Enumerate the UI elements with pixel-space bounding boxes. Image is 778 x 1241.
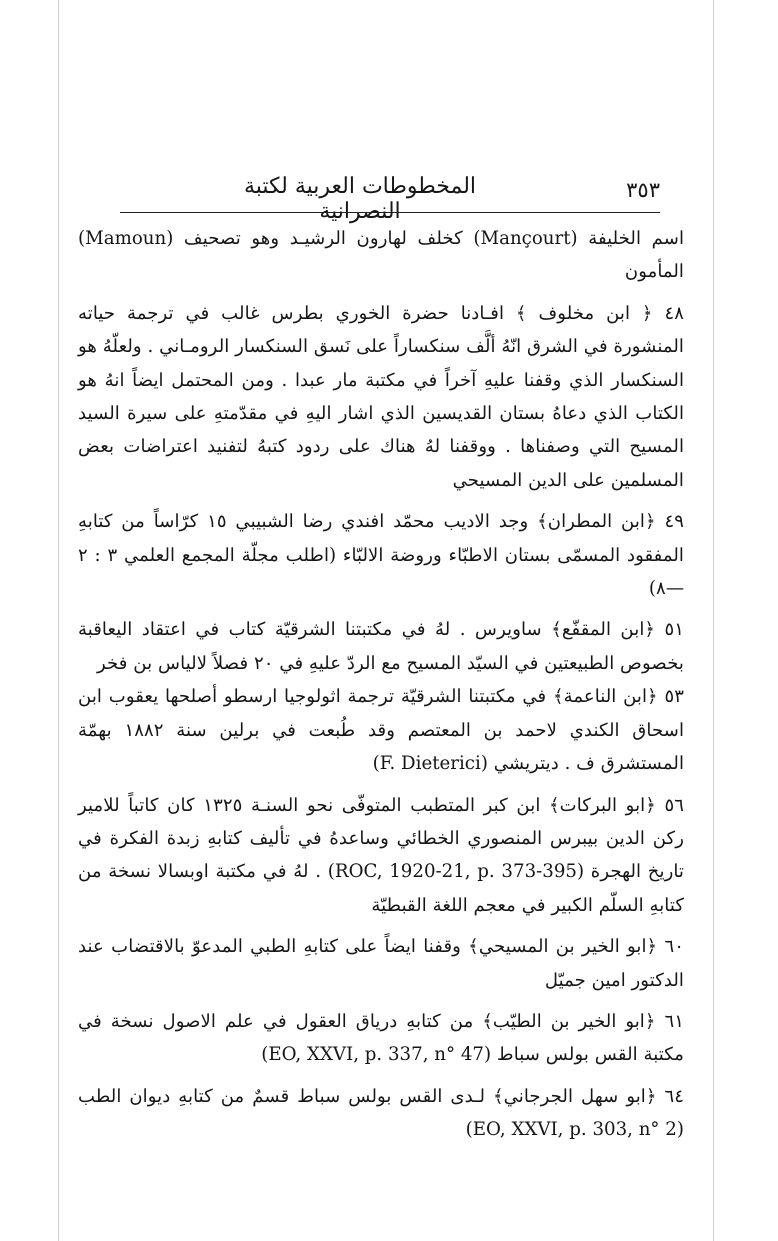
entry-60-abu-al-khayr-ibn-al-masihi: ٦٠ ﴿ابو الخير بن المسيحي﴾ وقفنا ايضاً على كتابهِ الطبي المدعوّ بالاقتضاب عند الدكتور امين جميّل xyxy=(78,936,684,991)
page-number: ٣٥٣ xyxy=(626,178,660,202)
entry-53-ibn-al-naima: ٥٣ ﴿ابن الناعمة﴾ في مكتبتنا الشرقيّة ترجمة اثولوجيا ارسطو أصلحها يعقوب ابن اسحاق الكندي لاحمد بن المعتصم وقد طُبعت في برلين سنة ١٨٨٢ بهمّة المستشرق ف . ديتريشي (F. Dieterici) xyxy=(78,686,684,775)
running-title: المخطوطات العربية لكتبة النصرانية xyxy=(243,174,477,224)
entry-48-ibn-makhluf: ٤٨ ﴿ ابن مخلوف ﴾ افـادنا حضرة الخوري بطرس غالب في ترجمة حياته المنشورة في الشرق انّهُ ألَّف سنكساراً على نَسق السنكسار الرومـاني . ولعلّهُ هو السنكسار الذي وقفنا عليهِ آخراً في مكتبة مار عبدا . ومن المحتمل ايضاً انهُ هو الكتاب الذي دعاهُ بستان القديسين الذي اشار اليهِ في مقدّمتهِ على سيرة السيد المسيح التي وصفناها . ووقفنا لهُ هناك على ردود كتبهُ لتفنيد اعتراضات بعض المسلمين على الدين المسيحي xyxy=(78,302,684,491)
entry-51-ibn-al-muqaffa: ٥١ ﴿ابن المقفّع﴾ ساويرس . لهُ في مكتبتنا الشرقيّة كتاب في اعتقاد اليعاقبة بخصوص الطبيعتين في السيّد المسيح مع الردّ عليهِ في ٢٠ فصلاً لالياس بن فخر xyxy=(78,619,684,674)
page-header xyxy=(120,168,660,224)
entry-64-abu-sahl-al-jurjani: ٦٤ ﴿ابو سهل الجرجاني﴾ لـدى القس بولس سباط قسمٌ من كتابهِ ديوان الطب (EO, XXVI, p. 303, n° 2) xyxy=(78,1085,684,1141)
entry-56-abu-al-barakat: ٥٦ ﴿ابو البركات﴾ ابن كبر المتطبب المتوفّى نحو السنـة ١٣٢٥ كان كاتباً للامير ركن الدين بيبرس المنصوري الخطائي وساعدهُ في تأليف كتابهِ زبدة الفكرة في تاريخ الهجرة (ROC, 1920-21, p. 373-395) . لهُ في مكتبة اوبسالا نسخة من كتابهِ السلّم الكبير في معجم اللغة القبطيّة xyxy=(78,794,684,916)
header-rule xyxy=(120,212,660,213)
page-body xyxy=(78,222,684,1147)
entry-49-ibn-al-mutran: ٤٩ ﴿ابن المطران﴾ وجد الاديب محمّد افندي رضا الشبيبي ١٥ كرّاساً من كتابهِ المفقود المسمّى بستان الاطبّاء وروضة الالبّاء (اطلب مجلّة المجمع العلمي ٣ : ٢—٨) xyxy=(78,511,684,600)
paragraph-continuation: اسم الخليفة (Mançourt) كخلف لهارون الرشيـد وهو تصحيف (Mamoun) المأمون xyxy=(78,228,685,283)
entry-61-abu-al-khayr-ibn-al-tayyib: ٦١ ﴿ابو الخير بن الطيّب﴾ من كتابهِ درياق العقول في علم الاصول نسخة في مكتبة القس بولس سباط (EO, XXVI, p. 337, n° 47) xyxy=(78,1010,684,1066)
